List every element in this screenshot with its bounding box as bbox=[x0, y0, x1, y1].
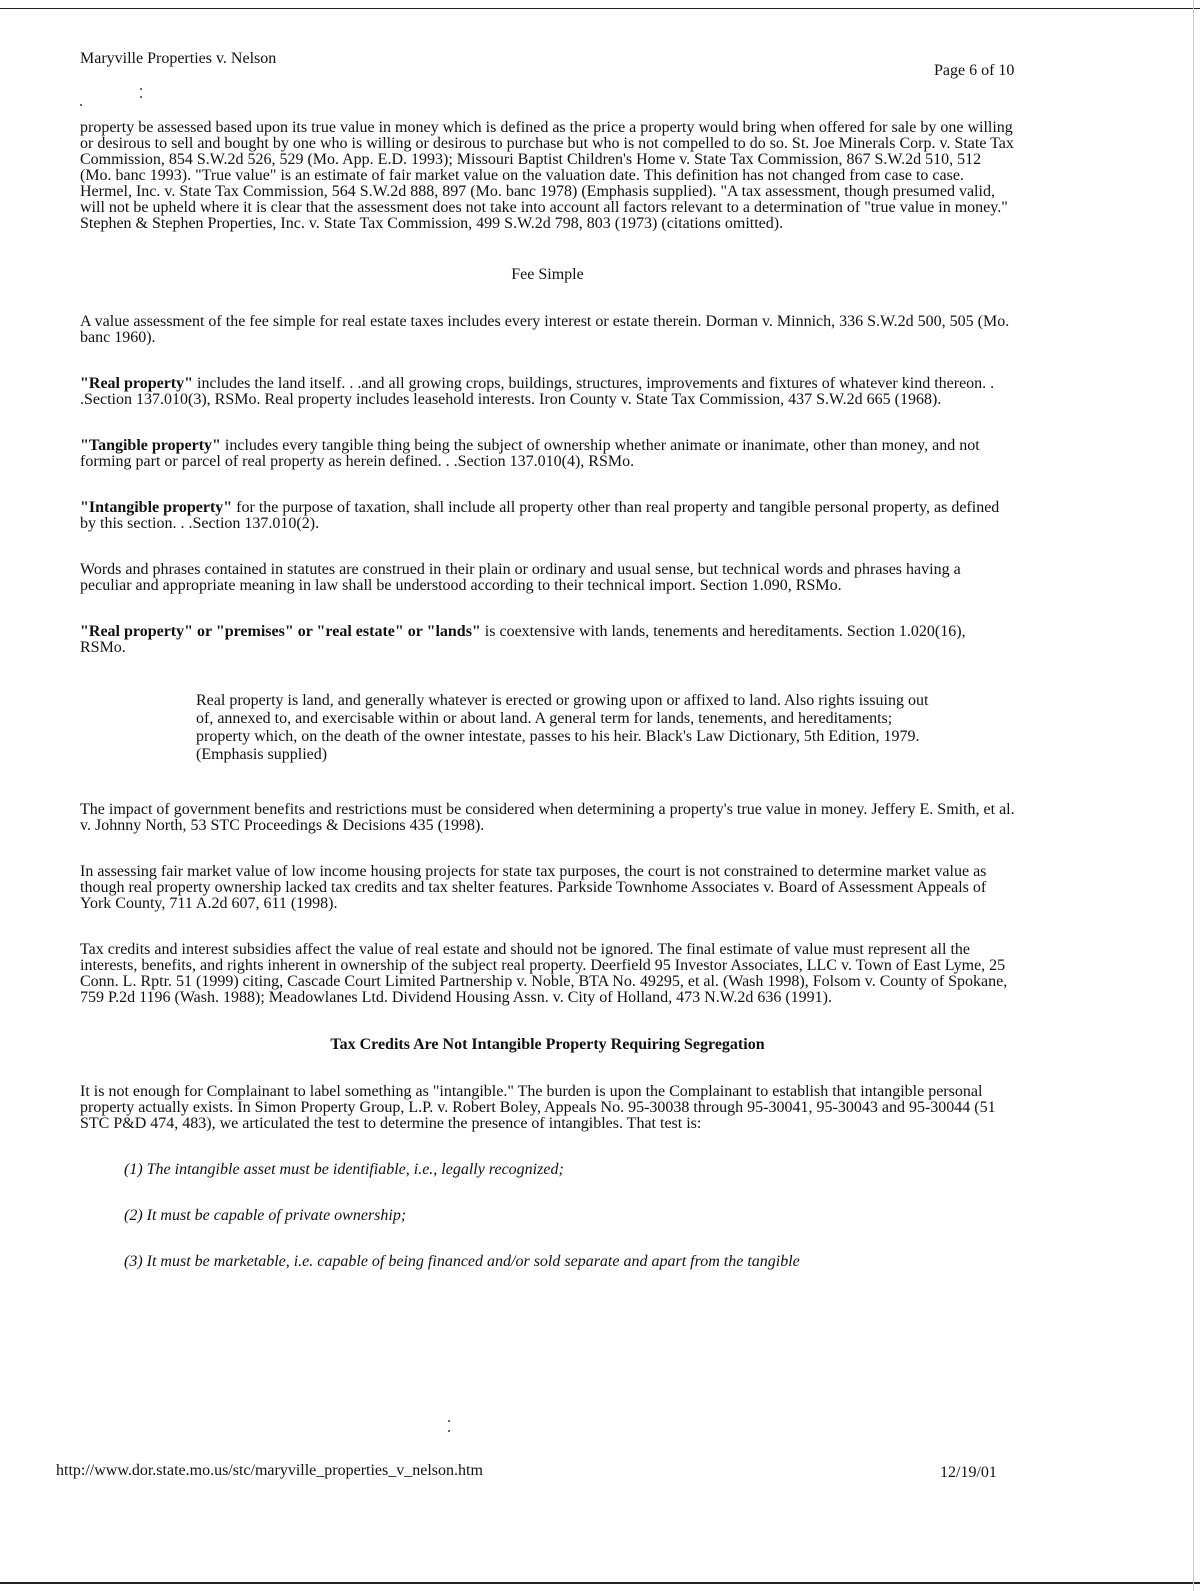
definition-tangible-property: includes every tangible thing being the subject of ownership whether animate or inanimate, other than money, and not forming part or parcel of real property as herein defined. . .Section 137.010(4), RSMo. bbox=[80, 437, 980, 470]
test-item-1: (1) The intangible asset must be identifiable, i.e., legally recognized; bbox=[124, 1161, 564, 1178]
test-item-3: (3) It must be marketable, i.e. capable of being financed and/or sold separate and apart from the tangible bbox=[124, 1253, 800, 1270]
paragraph-intangible-property bbox=[80, 500, 1015, 532]
scan-right-edge bbox=[1193, 0, 1194, 1591]
paragraph-true-value: property be assessed based upon its true value in money which is defined as the price a property would bring when offered for sale by one willing or desirous to sell and bought by one who is willing or desirous to purchase but who is not compelled to do so. St. Joe Minerals Corp. v. State Tax Commission, 854 S.W.2d 526, 529 (Mo. App. E.D. 1993); Missouri Baptist Children's Home v. State Tax Commission, 867 S.W.2d 510, 512 (Mo. banc 1993). "True value" is an estimate of fair market value on the valuation date. This definition has not changed from case to case. Hermel, Inc. v. State Tax Commission, 564 S.W.2d 888, 897 (Mo. banc 1978) (Emphasis supplied). "A tax assessment, though presumed valid, will not be upheld where it is clear that the assessment does not take into account all factors relevant to a determination of "true value in money." Stephen & Stephen Properties, Inc. v. State Tax Commission, 499 S.W.2d 798, 803 (1973) (citations omitted). bbox=[80, 119, 1014, 232]
paragraph-words-phrases: Words and phrases contained in statutes are construed in their plain or ordinary and usual sense, but technical words and phrases having a peculiar and appropriate meaning in law shall be understood according to their technical import. Section 1.090, RSMo. bbox=[80, 561, 961, 594]
term-tangible-property: "Tangible property" bbox=[80, 437, 221, 454]
paragraph-intangible-test: It is not enough for Complainant to label something as "intangible." The burden is upon the Complainant to establish that intangible personal property actually exists. In Simon Property Group, L.P. v. Robert Boley, Appeals No. 95-30038 through 95-30041, 95-30043 and 95-30044 (51 STC P&D 474, 483), we articulated the test to determine the presence of intangibles. That test is: bbox=[80, 1083, 996, 1132]
case-title: Maryville Properties v. Nelson bbox=[80, 50, 277, 67]
paragraph-tax-credits: Tax credits and interest subsidies affect the value of real estate and should not be ignored. The final estimate of value must represent all the interests, benefits, and rights inherent in ownership of the subject real property. Deerfield 95 Investor Associates, LLC v. Town of East Lyme, 25 Conn. L. Rptr. 51 (1999) citing, Cascade Court Limited Partnership v. Noble, BTA No. 49295, et al. (Wash 1998), Folsom v. County of Spokane, 759 P.2d 1196 (Wash. 1988); Meadowlanes Ltd. Dividend Housing Assn. v. City of Holland, 473 N.W.2d 636 (1991). bbox=[80, 941, 1008, 1006]
paragraph-tangible-property bbox=[80, 438, 1015, 470]
section-heading-fee-simple: Fee Simple bbox=[511, 266, 584, 283]
scan-speck bbox=[448, 1430, 450, 1432]
definition-real-property: includes the land itself. . .and all growing crops, buildings, structures, improvements and fixtures of whatever kind thereon. . .Section 137.010(3), RSMo. Real property includes leasehold interests. Iron County v. State Tax Commission, 437 S.W.2d 665 (1968). bbox=[80, 375, 995, 408]
scan-speck bbox=[448, 1420, 450, 1422]
definition-intangible-property: for the purpose of taxation, shall include all property other than real property and tangible personal property, as defined by this section. . .Section 137.010(2). bbox=[80, 499, 1000, 532]
block-quote-blacks-law: Real property is land, and generally whatever is erected or growing upon or affixed to land. Also rights issuing out of, annexed to, and exercisable within or about land. A general term for lands, tenements, and hereditaments; property which, on the death of the owner intestate, passes to his heir. Black's Law Dictionary, 5th Edition, 1979. (Emphasis supplied) bbox=[196, 692, 929, 763]
paragraph-real-property bbox=[80, 376, 1015, 408]
section-heading-tax-credits-text: Tax Credits Are Not Intangible Property Requiring Segregation bbox=[330, 1036, 765, 1053]
scan-bottom-edge bbox=[0, 1582, 1200, 1584]
scan-speck bbox=[80, 104, 82, 106]
paragraph-government-benefits: The impact of government benefits and restrictions must be considered when determining a property's true value in money. Jeffery E. Smith, et al. v. Johnny North, 53 STC Proceedings & Decisions 435 (1998). bbox=[80, 801, 1015, 834]
scan-speck bbox=[140, 88, 142, 90]
section-heading-tax-credits bbox=[80, 1036, 1015, 1054]
term-intangible-property: "Intangible property" bbox=[80, 499, 233, 516]
footer-url: http://www.dor.state.mo.us/stc/maryville_properties_v_nelson.htm bbox=[56, 1462, 483, 1479]
paragraph-fee-simple: A value assessment of the fee simple for real estate taxes includes every interest or estate therein. Dorman v. Minnich, 336 S.W.2d 500, 505 (Mo. banc 1960). bbox=[80, 313, 1010, 346]
footer-date: 12/19/01 bbox=[940, 1464, 997, 1481]
document-body bbox=[80, 120, 1015, 1270]
paragraph-low-income-housing: In assessing fair market value of low income housing projects for state tax purposes, the court is not constrained to determine market value as though real property ownership lacked tax credits and tax shelter features. Parkside Townhome Associates v. Board of Assessment Appeals of York County, 711 A.2d 607, 611 (1998). bbox=[80, 863, 987, 912]
term-real-property: "Real property" bbox=[80, 375, 194, 392]
test-item-2: (2) It must be capable of private ownership; bbox=[124, 1207, 407, 1224]
scan-speck bbox=[140, 96, 142, 98]
definition-real-estate: is coextensive with lands, tenements and hereditaments. Section 1.020(16), RSMo. bbox=[80, 623, 966, 656]
term-real-estate: "Real property" or "premises" or "real estate" or "lands" bbox=[80, 623, 481, 640]
scan-top-edge bbox=[0, 8, 1200, 9]
page-number: Page 6 of 10 bbox=[934, 62, 1015, 79]
paragraph-real-estate-terms bbox=[80, 624, 1015, 656]
